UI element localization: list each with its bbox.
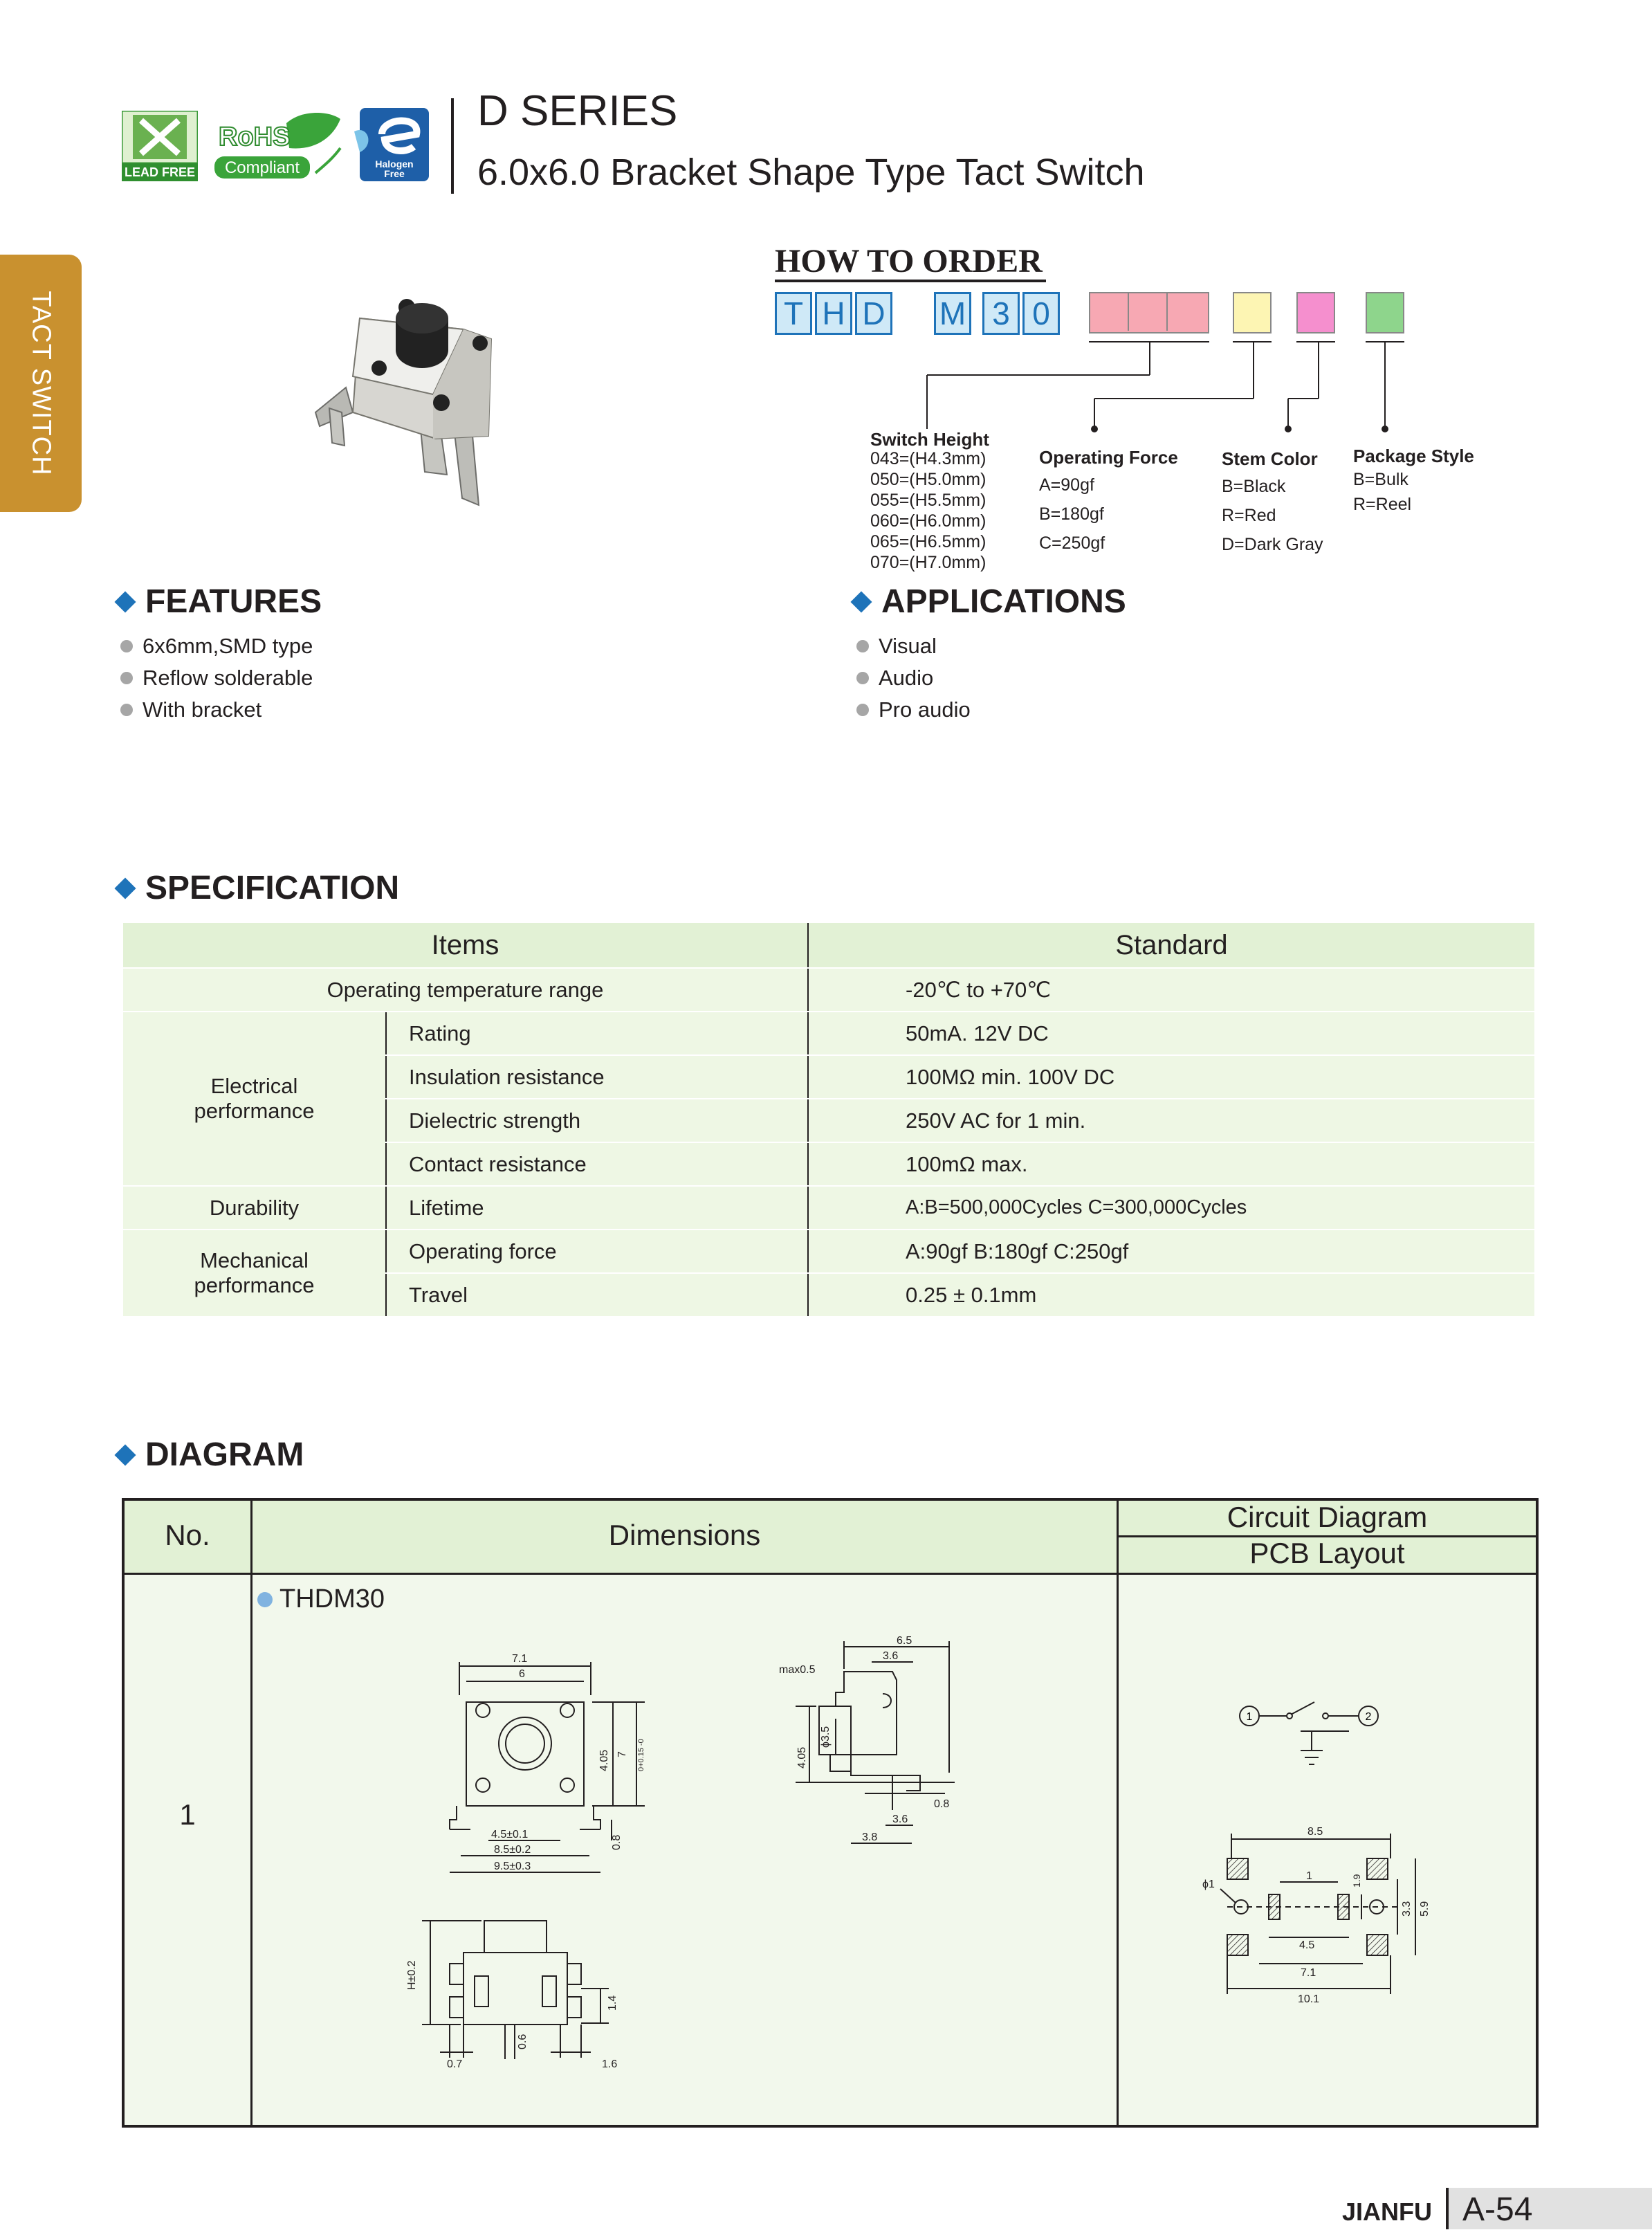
bullet-dot-icon — [257, 1592, 273, 1607]
circuit-pin-1: 1 — [1246, 1711, 1253, 1723]
table-row — [123, 1230, 1534, 1273]
dim-label: H±0.2 — [406, 1960, 418, 1990]
code-char-d: D — [855, 292, 892, 335]
code-char-t: T — [775, 292, 812, 335]
dim-label: 6 — [519, 1668, 525, 1680]
features-heading — [113, 583, 322, 621]
bullet-dot-icon — [856, 640, 869, 652]
diamond-bullet-icon — [114, 591, 136, 612]
dim-label: max0.5 — [779, 1664, 816, 1676]
switch-height-060: 060=(H6.0mm) — [870, 511, 986, 531]
package-style-b: B=Bulk — [1353, 470, 1408, 489]
slot-switch-height-div — [1128, 292, 1129, 331]
application-item — [856, 666, 933, 691]
code-char-h: H — [815, 292, 852, 335]
bullet-dot-icon — [120, 640, 133, 652]
dim-label: 0.8 — [611, 1834, 623, 1850]
how-to-order-underline — [775, 280, 1046, 282]
order-leader-lines — [899, 339, 1453, 443]
application-item — [856, 697, 971, 722]
spec-value: -20℃ to +70℃ — [808, 968, 1534, 1012]
dim-label: 10.1 — [1298, 1993, 1320, 2005]
diagram-col-divider — [1117, 1501, 1119, 2125]
spec-header-standard: Standard — [808, 923, 1534, 968]
dim-label: 3.6 — [892, 1813, 908, 1825]
spec-group-line: performance — [194, 1273, 315, 1297]
dim-label: 4.5 — [1299, 1939, 1315, 1951]
product-subtitle: 6.0x6.0 Bracket Shape Type Tact Switch — [477, 152, 1145, 193]
diagram-col-pcb: PCB Layout — [1249, 1537, 1405, 1569]
circuit-pin-2: 2 — [1365, 1711, 1372, 1723]
spec-item: Rating — [386, 1012, 808, 1055]
how-to-order-title: HOW TO ORDER — [775, 243, 1043, 280]
spec-group-line: Electrical — [210, 1074, 298, 1098]
spec-item: Operating force — [386, 1230, 808, 1273]
spec-item: Lifetime — [386, 1186, 808, 1230]
operating-force-a: A=90gf — [1039, 475, 1094, 495]
operating-force-c: C=250gf — [1039, 533, 1105, 553]
feature-text: Reflow solderable — [143, 666, 313, 690]
features-title: FEATURES — [145, 583, 322, 620]
stem-color-title: Stem Color — [1222, 448, 1318, 469]
spec-value: A:90gf B:180gf C:250gf — [808, 1230, 1534, 1273]
spec-value: 100mΩ max. — [808, 1142, 1534, 1186]
side-tab — [0, 255, 82, 512]
spec-item: Travel — [386, 1273, 808, 1317]
application-item — [856, 634, 937, 659]
feature-text: With bracket — [143, 697, 262, 722]
specification-table — [123, 923, 1534, 1317]
diagram-col-no: No. — [165, 1519, 210, 1551]
circuit-diagram — [1231, 1692, 1397, 1782]
spec-item: Dielectric strength — [386, 1099, 808, 1142]
slot-switch-height — [1089, 292, 1209, 333]
diagram-row-no: 1 — [179, 1798, 196, 1831]
spec-group-mechanical — [123, 1230, 386, 1317]
footer-separator — [1446, 2188, 1449, 2229]
side-view-drawing — [747, 1630, 975, 1886]
halogen-free-logo — [354, 104, 432, 184]
spec-value: 50mA. 12V DC — [808, 1012, 1534, 1055]
operating-force-title: Operating Force — [1039, 447, 1178, 468]
dim-label: 4.05 — [796, 1746, 808, 1769]
product-image — [304, 291, 512, 519]
spec-value: A:B=500,000Cycles C=300,000Cycles — [808, 1186, 1534, 1230]
rohs-text: RoHS — [219, 122, 291, 152]
dim-label: 0.7 — [447, 2058, 463, 2070]
spec-item: Insulation resistance — [386, 1055, 808, 1099]
dim-label: ϕ1 — [1202, 1879, 1215, 1890]
pcb-layout — [1190, 1813, 1446, 2013]
dim-label: 7 — [616, 1751, 628, 1757]
diagram-col-circuit: Circuit Diagram — [1227, 1501, 1428, 1533]
table-row — [123, 1186, 1534, 1230]
page-number: A-54 — [1462, 2191, 1533, 2228]
code-char-3: 3 — [982, 292, 1020, 335]
specification-heading — [113, 869, 399, 907]
dim-label: 5.9 — [1419, 1901, 1431, 1917]
package-style-title: Package Style — [1353, 446, 1474, 466]
spec-value: 0.25 ± 0.1mm — [808, 1273, 1534, 1317]
dim-label: 3.8 — [862, 1831, 878, 1843]
halogen-text-1: Halogen — [375, 158, 414, 170]
spec-group-line: performance — [194, 1099, 315, 1123]
diamond-bullet-icon — [114, 877, 136, 899]
halogen-text-2: Free — [384, 168, 405, 179]
operating-force-b: B=180gf — [1039, 504, 1104, 524]
spec-group-electrical — [123, 1012, 386, 1186]
dim-label: 1.6 — [602, 2058, 618, 2070]
slot-stem-color — [1296, 292, 1335, 333]
application-text: Visual — [879, 634, 937, 658]
rohs-compliant-text: Compliant — [224, 158, 300, 177]
diagram-col-dimensions: Dimensions — [608, 1519, 761, 1551]
specification-title: SPECIFICATION — [145, 870, 400, 906]
spec-header-row — [123, 923, 1534, 968]
feature-item — [120, 666, 313, 691]
stem-color-d: D=Dark Gray — [1222, 535, 1323, 554]
slot-operating-force — [1233, 292, 1272, 333]
switch-height-050: 050=(H5.0mm) — [870, 470, 986, 489]
spec-group: Durability — [123, 1186, 386, 1230]
switch-height-title: Switch Height — [870, 429, 989, 450]
model-label — [257, 1584, 385, 1614]
applications-title: APPLICATIONS — [881, 583, 1126, 620]
spec-header-items: Items — [123, 923, 808, 968]
application-text: Audio — [879, 666, 934, 690]
diamond-bullet-icon — [114, 1444, 136, 1465]
slot-switch-height-div — [1166, 292, 1168, 331]
bullet-dot-icon — [120, 672, 133, 684]
lead-free-text: LEAD FREE — [124, 165, 196, 179]
bullet-dot-icon — [120, 704, 133, 716]
dim-label: 6.5 — [897, 1635, 912, 1647]
slot-package-style — [1366, 292, 1404, 333]
dim-label: 4.05 — [598, 1749, 610, 1771]
code-char-m: M — [934, 292, 971, 335]
diagram-heading — [113, 1436, 304, 1474]
dim-label: 1 — [1306, 1870, 1312, 1882]
feature-item — [120, 697, 261, 722]
bullet-dot-icon — [856, 704, 869, 716]
applications-heading — [850, 583, 1126, 621]
dim-label: 3.3 — [1401, 1901, 1413, 1917]
application-text: Pro audio — [879, 697, 971, 722]
table-row — [123, 968, 1534, 1012]
bottom-view-drawing — [394, 1907, 630, 2073]
bullet-dot-icon — [856, 672, 869, 684]
lead-free-logo — [122, 111, 198, 181]
title-separator — [451, 98, 454, 194]
model-name: THDM30 — [279, 1584, 385, 1614]
switch-height-070: 070=(H7.0mm) — [870, 553, 986, 572]
stem-color-r: R=Red — [1222, 506, 1276, 525]
dim-label: 9.5±0.3 — [494, 1861, 531, 1872]
dim-label: 0.6 — [517, 2034, 529, 2049]
dim-label: 8.5 — [1307, 1826, 1323, 1838]
spec-item: Contact resistance — [386, 1142, 808, 1186]
rohs-logo — [212, 109, 345, 181]
diagram-col-divider — [250, 1501, 253, 2125]
dim-label: 1.4 — [607, 1995, 618, 2011]
spec-value: 250V AC for 1 min. — [808, 1099, 1534, 1142]
feature-text: 6x6mm,SMD type — [143, 634, 313, 658]
switch-height-043: 043=(H4.3mm) — [870, 449, 986, 468]
dim-label: 8.5±0.2 — [494, 1844, 531, 1856]
series-title: D SERIES — [477, 87, 678, 135]
switch-height-055: 055=(H5.5mm) — [870, 491, 986, 510]
spec-group: Operating temperature range — [123, 968, 808, 1012]
diagram-title: DIAGRAM — [145, 1436, 304, 1473]
stem-color-b: B=Black — [1222, 477, 1286, 496]
dim-label: 3.6 — [883, 1650, 899, 1662]
dim-label: 4.5±0.1 — [491, 1829, 529, 1840]
side-tab-label: TACT SWITCH — [26, 291, 56, 476]
dim-label: 1.9 — [1351, 1874, 1362, 1888]
dim-label: 0.8 — [934, 1798, 950, 1810]
dim-label: 7.1 — [512, 1653, 528, 1665]
feature-item — [120, 634, 313, 659]
diamond-bullet-icon — [850, 591, 872, 612]
dim-label: ϕ3.5 — [820, 1726, 832, 1748]
dim-label: 0+0.15 -0 — [637, 1739, 645, 1771]
spec-value: 100MΩ min. 100V DC — [808, 1055, 1534, 1099]
spec-group-line: Mechanical — [200, 1248, 309, 1272]
switch-height-065: 065=(H6.5mm) — [870, 532, 986, 551]
footer-brand: JIANFU — [1342, 2197, 1433, 2226]
code-char-0: 0 — [1022, 292, 1060, 335]
package-style-r: R=Reel — [1353, 495, 1412, 514]
dim-label: 7.1 — [1301, 1967, 1316, 1979]
table-row — [123, 1012, 1534, 1055]
front-view-drawing — [429, 1633, 650, 1896]
